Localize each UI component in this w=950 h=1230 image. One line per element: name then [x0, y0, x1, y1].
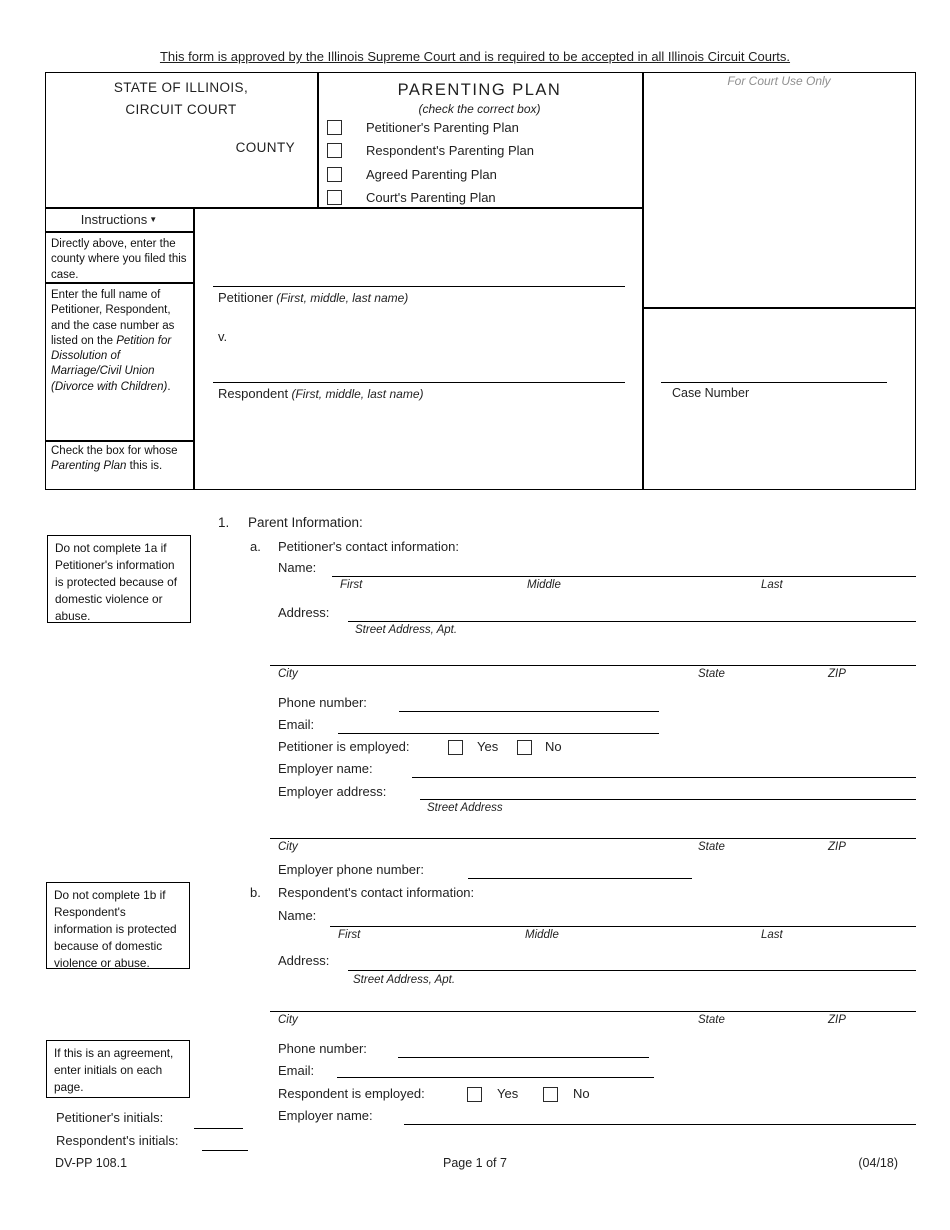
instruction-text: Enter the full name of Petitioner, Respondent, and the case number as listed on the: [51, 289, 175, 347]
petitioner-name-input[interactable]: [332, 576, 916, 577]
subsection-a-letter: a.: [250, 539, 261, 554]
petitioner-email-label: Email:: [278, 717, 315, 732]
petitioner-city-input[interactable]: [270, 665, 916, 666]
petitioner-employer-name-input[interactable]: [412, 777, 916, 778]
first-hint: First: [338, 929, 361, 941]
instruction-text: .: [167, 380, 171, 393]
divider-instructions-column: [193, 208, 195, 490]
respondent-employer-name-input[interactable]: [404, 1124, 916, 1125]
state-of-illinois-text: STATE OF ILLINOIS,: [113, 80, 249, 95]
case-number-label: Case Number: [672, 386, 750, 400]
petitioner-plan-checkbox[interactable]: [327, 120, 342, 135]
callout-agreement-initials: If this is an agreement, enter initials on each page.: [46, 1040, 190, 1098]
respondent-employed-no-checkbox[interactable]: [543, 1087, 558, 1102]
form-subtitle: (check the correct box): [418, 102, 541, 116]
city-hint: City: [278, 1014, 298, 1026]
court-use-only-label: For Court Use Only: [727, 74, 831, 88]
last-hint: Last: [761, 929, 783, 941]
subsection-b-title: Respondent's contact information:: [278, 885, 475, 900]
yes-label: Yes: [477, 739, 499, 754]
respondent-employed-label: Respondent is employed:: [278, 1086, 425, 1101]
city-hint: City: [278, 668, 298, 680]
divider-court-use-column: [642, 72, 644, 490]
chevron-down-icon: ▼: [149, 215, 158, 224]
plan-option-label: Petitioner's Parenting Plan: [366, 119, 519, 135]
yes-label: Yes: [497, 1086, 519, 1101]
petitioner-address-input[interactable]: [348, 621, 916, 622]
respondent-name-label: Name:: [278, 908, 317, 923]
petitioner-caption-input[interactable]: [213, 286, 625, 287]
instructions-title: Instructions: [80, 212, 148, 227]
respondent-caption-hint: (First, middle, last name): [288, 387, 424, 401]
section-title: Parent Information:: [248, 515, 363, 530]
respondent-phone-input[interactable]: [398, 1057, 649, 1058]
petitioner-name-label: Name:: [278, 560, 317, 575]
respondent-caption-input[interactable]: [213, 382, 625, 383]
petitioner-caption-label: [218, 290, 408, 305]
middle-hint: Middle: [527, 579, 561, 591]
instruction-text-italic: Parenting Plan: [51, 460, 127, 473]
middle-hint: Middle: [525, 929, 559, 941]
petitioner-initials-input[interactable]: [194, 1128, 243, 1129]
street-apt-hint: Street Address, Apt.: [353, 974, 456, 986]
petitioner-initials-label: Petitioner's initials:: [56, 1110, 164, 1125]
zip-hint: ZIP: [828, 841, 846, 853]
state-hint: State: [698, 668, 725, 680]
respondent-city-input[interactable]: [270, 1011, 916, 1012]
instruction-item-names: [51, 288, 188, 395]
petitioner-caption-hint: (First, middle, last name): [272, 291, 409, 305]
section-number: 1.: [218, 515, 230, 530]
page-indicator: Page 1 of 7: [443, 1156, 507, 1170]
petitioner-phone-label: Phone number:: [278, 695, 367, 710]
respondent-address-label: Address:: [278, 953, 330, 968]
form-title: PARENTING PLAN: [397, 81, 562, 99]
instruction-text: this is.: [126, 460, 163, 473]
petitioner-employer-phone-label: Employer phone number:: [278, 862, 424, 877]
respondent-phone-label: Phone number:: [278, 1041, 367, 1056]
revision-date: (04/18): [858, 1156, 898, 1170]
state-hint: State: [698, 1014, 725, 1026]
plan-option-label: Respondent's Parenting Plan: [366, 142, 534, 158]
case-number-input[interactable]: [661, 382, 887, 383]
instruction-text: Check the box for whose: [51, 445, 178, 457]
respondent-name-input[interactable]: [330, 926, 916, 927]
subsection-b-letter: b.: [250, 885, 261, 900]
instructions-dropdown[interactable]: [45, 212, 193, 227]
divider-header-row: [45, 207, 643, 209]
instruction-text-italic: Petition for Dissolution of Marriage/Civil Union (Divorce with Children): [51, 334, 172, 393]
divider-instructions-header: [45, 231, 193, 233]
approval-notice: This form is approved by the Illinois Supreme Court and is required to be accepted in all Illinois Circuit Courts.: [159, 49, 791, 64]
petitioner-employer-city-input[interactable]: [270, 838, 916, 839]
petitioner-employed-label: Petitioner is employed:: [278, 739, 410, 754]
callout-do-not-complete-1a: Do not complete 1a if Petitioner's information is protected because of domestic violence or abuse.: [47, 535, 191, 623]
form-number: DV-PP 108.1: [55, 1156, 128, 1170]
petitioner-employer-address-label: Employer address:: [278, 784, 387, 799]
versus-label: v.: [218, 329, 228, 344]
zip-hint: ZIP: [828, 668, 846, 680]
divider-case-number-cell: [642, 307, 916, 309]
respondent-initials-input[interactable]: [202, 1150, 248, 1151]
no-label: No: [545, 739, 562, 754]
respondent-caption-label: [218, 386, 424, 401]
plan-option-label: Agreed Parenting Plan: [366, 166, 497, 182]
callout-do-not-complete-1b: Do not complete 1b if Respondent's information is protected because of domestic violence or abuse.: [46, 882, 190, 969]
street-apt-hint: Street Address, Apt.: [355, 624, 458, 636]
respondent-address-input[interactable]: [348, 970, 916, 971]
plan-option-row: [327, 166, 497, 182]
state-hint: State: [698, 841, 725, 853]
petitioner-word: Petitioner: [218, 290, 273, 305]
petitioner-employer-address-input[interactable]: [420, 799, 916, 800]
street-hint: Street Address: [427, 802, 503, 814]
plan-option-row: [327, 142, 534, 158]
court-plan-checkbox[interactable]: [327, 190, 342, 205]
city-hint: City: [278, 841, 298, 853]
instruction-item-county: Directly above, enter the county where you filed this case.: [51, 238, 187, 281]
last-hint: Last: [761, 579, 783, 591]
respondent-email-input[interactable]: [337, 1077, 654, 1078]
petitioner-address-label: Address:: [278, 605, 330, 620]
respondent-word: Respondent: [218, 386, 289, 401]
agreed-plan-checkbox[interactable]: [327, 167, 342, 182]
petitioner-phone-input[interactable]: [399, 711, 659, 712]
respondent-plan-checkbox[interactable]: [327, 143, 342, 158]
plan-option-label: Court's Parenting Plan: [366, 189, 496, 205]
subsection-a-title: Petitioner's contact information:: [278, 539, 459, 554]
respondent-email-label: Email:: [278, 1063, 315, 1078]
respondent-employed-yes-checkbox[interactable]: [467, 1087, 482, 1102]
no-label: No: [573, 1086, 590, 1101]
petitioner-employed-yes-checkbox[interactable]: [448, 740, 463, 755]
county-label: COUNTY: [235, 140, 295, 155]
petitioner-employer-name-label: Employer name:: [278, 761, 373, 776]
petitioner-email-input[interactable]: [338, 733, 659, 734]
divider-instruction-2: [45, 440, 193, 442]
first-hint: First: [340, 579, 363, 591]
plan-option-row: [327, 119, 519, 135]
respondent-initials-label: Respondent's initials:: [56, 1133, 179, 1148]
respondent-employer-name-label: Employer name:: [278, 1108, 373, 1123]
petitioner-employed-no-checkbox[interactable]: [517, 740, 532, 755]
circuit-court-text: CIRCUIT COURT: [125, 102, 237, 117]
instruction-item-checkbox: [51, 444, 188, 475]
plan-option-row: [327, 189, 496, 205]
petitioner-employer-phone-input[interactable]: [468, 878, 692, 879]
zip-hint: ZIP: [828, 1014, 846, 1026]
